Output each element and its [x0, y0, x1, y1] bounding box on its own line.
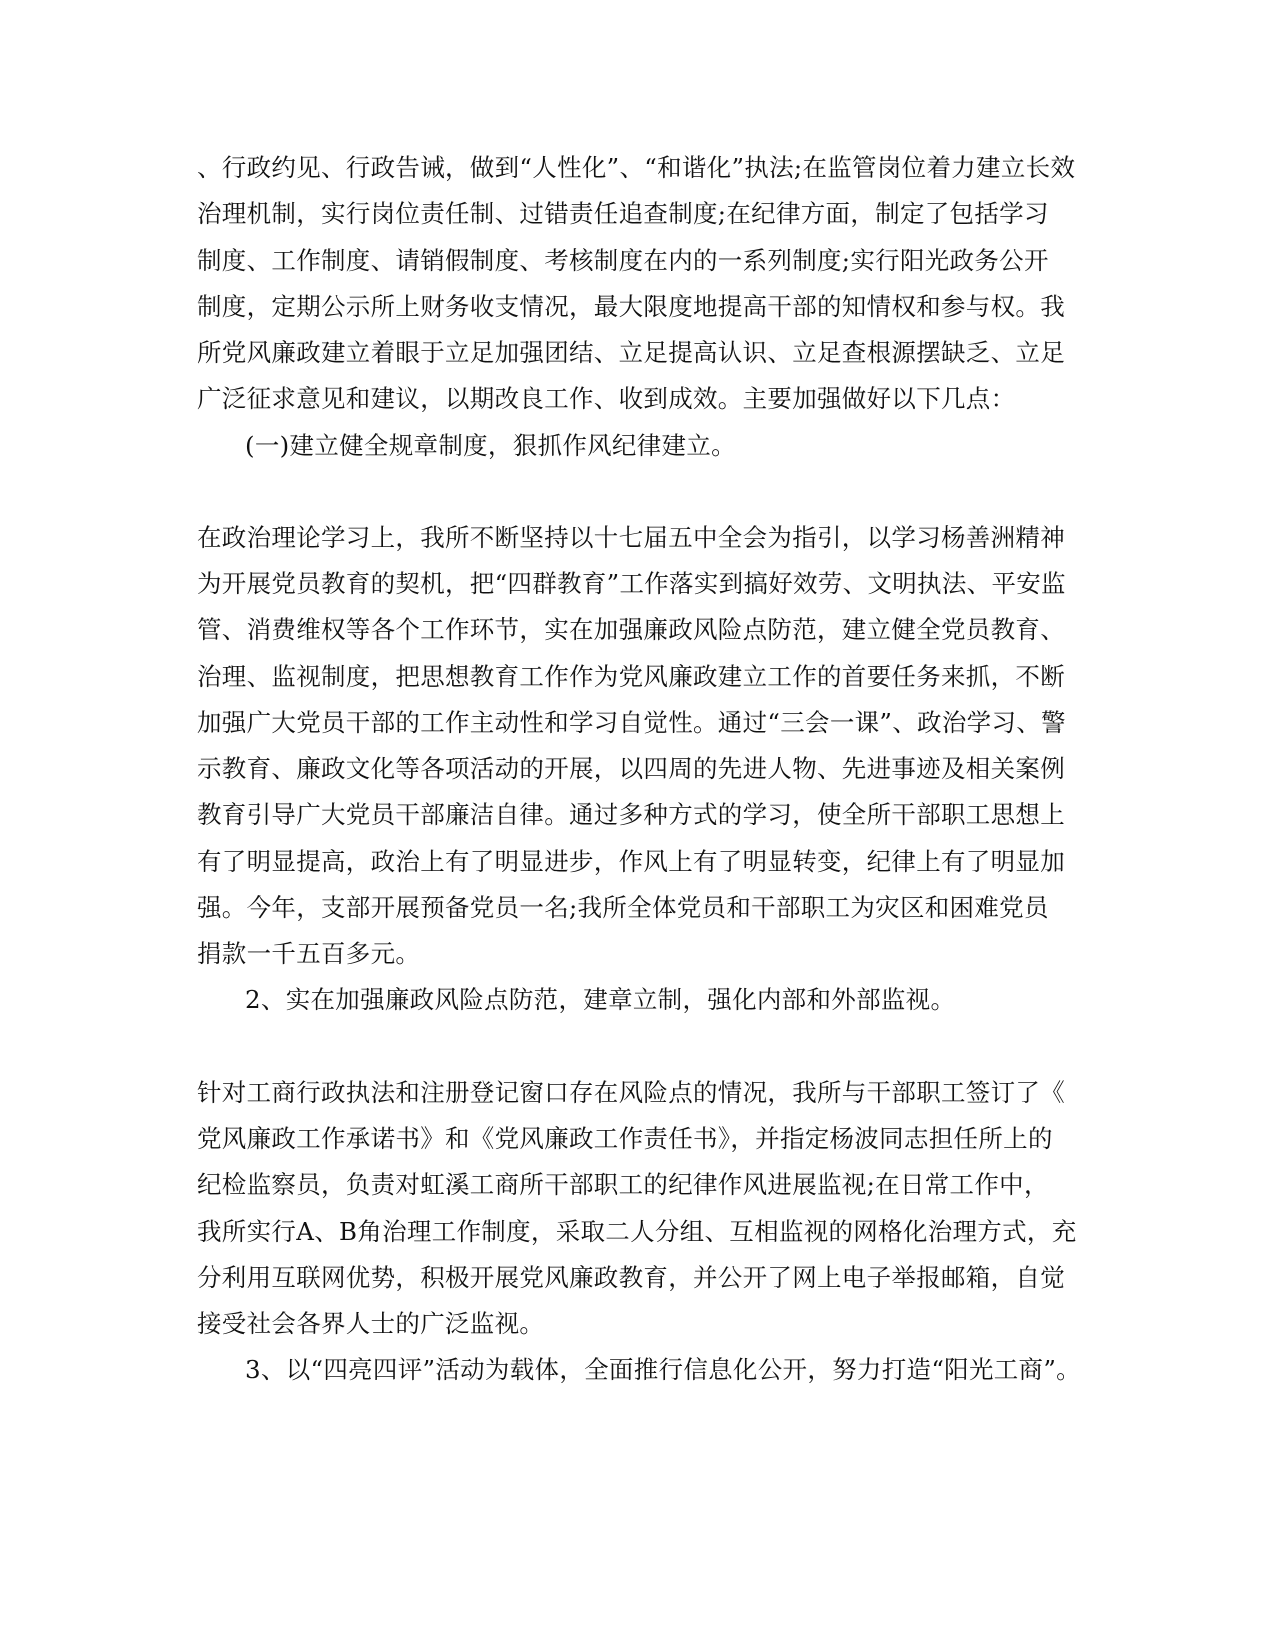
text-line: 治理机制，实行岗位责任制、过错责任追查制度;在纪律方面，制定了包括学习	[197, 199, 1049, 228]
text-line: 广泛征求意见和建议，以期改良工作、收到成效。主要加强做好以下几点：	[197, 384, 1016, 413]
text-line: 治理、监视制度，把思想教育工作作为党风廉政建立工作的首要任务来抓，不断	[197, 662, 1065, 691]
text-line: 分利用互联网优势，积极开展党风廉政教育，并公开了网上电子举报邮箱，自觉	[197, 1263, 1065, 1292]
text-line: 我所实行A、B角治理工作制度，采取二人分组、互相监视的网格化治理方式，充	[197, 1217, 1077, 1246]
text-line: 党风廉政工作承诺书》和《党风廉政工作责任书》，并指定杨波同志担任所上的	[197, 1124, 1053, 1153]
text-line: 教育引导广大党员干部廉洁自律。通过多种方式的学习，使全所干部职工思想上	[197, 800, 1065, 829]
section-heading: 2、实在加强廉政风险点防范，建章立制，强化内部和外部监视。	[245, 985, 956, 1014]
text-line: 针对工商行政执法和注册登记窗口存在风险点的情况，我所与干部职工签订了《	[197, 1078, 1065, 1107]
text-line: 纪检监察员，负责对虹溪工商所干部职工的纪律作风进展监视;在日常工作中，	[197, 1170, 1049, 1199]
text-line: 捐款一千五百多元。	[197, 939, 421, 968]
text-line: 示教育、廉政文化等各项活动的开展，以四周的先进人物、先进事迹及相关案例	[197, 754, 1065, 783]
text-line: 制度、工作制度、请销假制度、考核制度在内的一系列制度;实行阳光政务公开	[197, 246, 1049, 275]
text-line: 加强广大党员干部的工作主动性和学习自觉性。通过“三会一课”、政治学习、警	[197, 708, 1066, 737]
text-line: 在政治理论学习上，我所不断坚持以十七届五中全会为指引，以学习杨善洲精神	[197, 523, 1065, 552]
text-line: 制度，定期公示所上财务收支情况，最大限度地提高干部的知情权和参与权。我	[197, 292, 1065, 321]
text-line: 管、消费维权等各个工作环节，实在加强廉政风险点防范，建立健全党员教育、	[197, 615, 1065, 644]
text-line: 、行政约见、行政告诫，做到“人性化”、“和谐化”执法;在监管岗位着力建立长效	[197, 153, 1076, 182]
text-line: 有了明显提高，政治上有了明显进步，作风上有了明显转变，纪律上有了明显加	[197, 847, 1065, 876]
text-line: 强。今年，支部开展预备党员一名;我所全体党员和干部职工为灾区和困难党员	[197, 893, 1049, 922]
text-line: 接受社会各界人士的广泛监视。	[197, 1309, 545, 1338]
text-line: 为开展党员教育的契机，把“四群教育”工作落实到搞好效劳、文明执法、平安监	[197, 569, 1066, 598]
text-line: 所党风廉政建立着眼于立足加强团结、立足提高认识、立足查根源摆缺乏、立足	[197, 338, 1065, 367]
section-heading: 3、以“四亮四评”活动为载体，全面推行信息化公开，努力打造“阳光工商”。	[245, 1355, 1081, 1384]
section-heading: (一)建立健全规章制度，狠抓作风纪律建立。	[245, 431, 736, 460]
